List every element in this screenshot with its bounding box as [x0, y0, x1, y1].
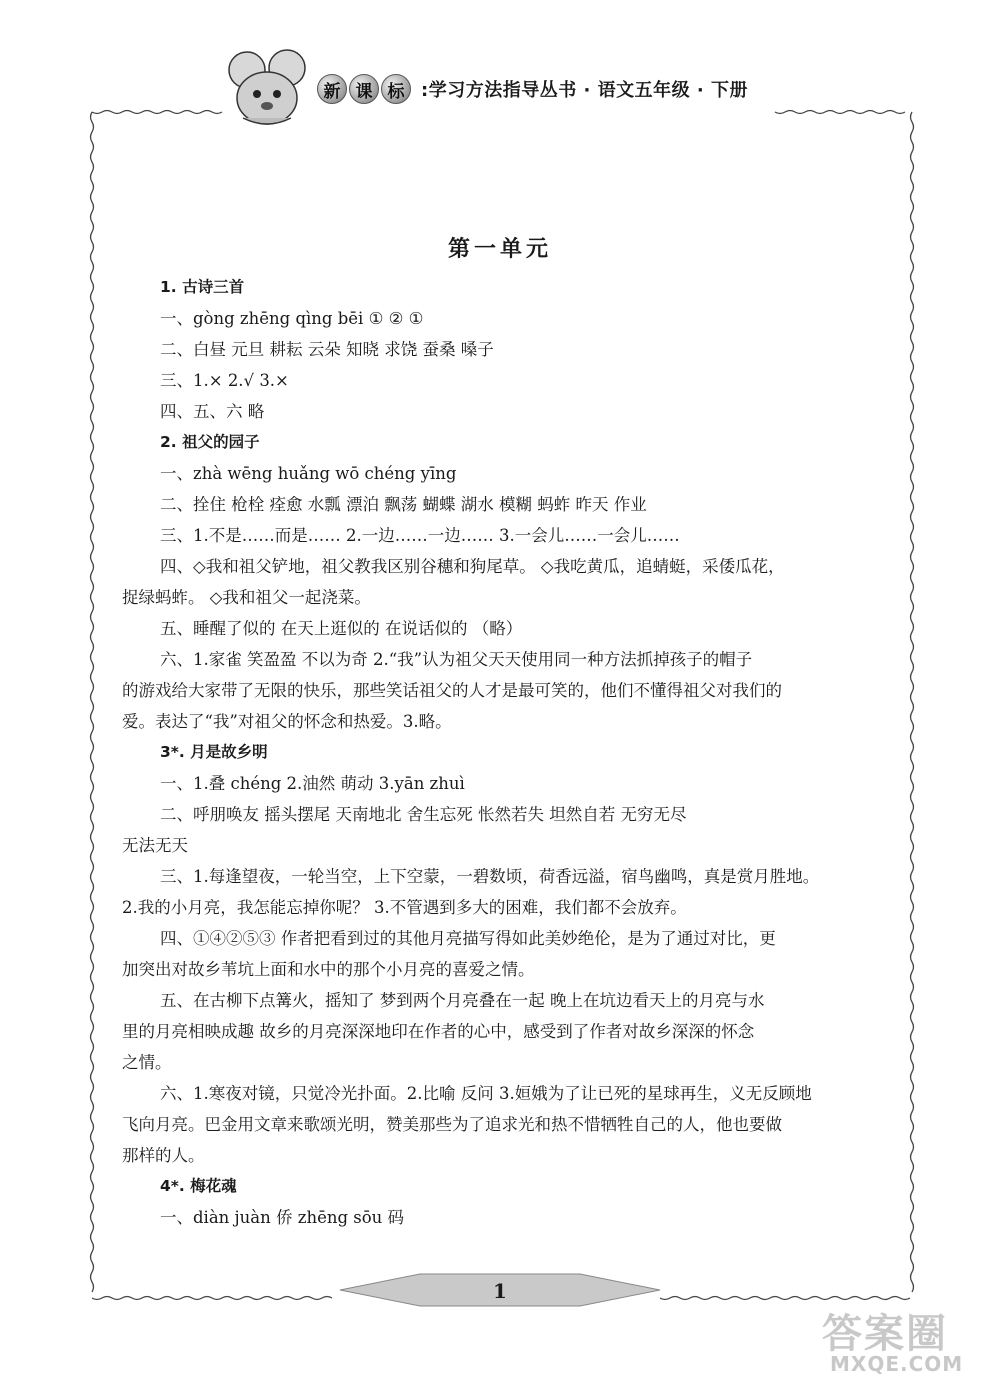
- lesson-title: 3*. 月是故乡明: [160, 743, 268, 761]
- answer-line-continuation: 那样的人。: [122, 1146, 205, 1165]
- answer-line-continuation: 无法无天: [122, 836, 188, 855]
- badge-char: 标: [381, 74, 411, 104]
- series-title: :学习方法指导丛书 · 语文五年级 · 下册: [421, 80, 748, 101]
- answer-line-continuation: 捉绿蚂蚱。 ◇我和祖父一起浇菜。: [122, 588, 371, 607]
- answer-line: 四、◇我和祖父铲地，祖父教我区别谷穗和狗尾草。 ◇我吃黄瓜，追蜻蜓，采倭瓜花，: [160, 557, 785, 576]
- lesson-title: 2. 祖父的园子: [160, 433, 260, 451]
- answer-line: 四、五、六 略: [160, 402, 265, 421]
- answer-line-continuation: 飞向月亮。巴金用文章来歌颂光明，赞美那些为了追求光和热不惜牺牲自己的人，他也要做: [122, 1115, 782, 1134]
- page-number: 1: [493, 1279, 507, 1303]
- answer-line-continuation: 之情。: [122, 1053, 172, 1072]
- answer-line: 一、gòng zhēng qìng bēi ① ② ①: [160, 309, 424, 328]
- answer-line: 二、拴住 枪栓 痊愈 水瓢 漂泊 飘荡 蝴蝶 湖水 模糊 蚂蚱 昨天 作业: [160, 495, 647, 514]
- watermark-logo-text: 答案圈: [822, 1311, 948, 1357]
- answer-line-continuation: 加突出对故乡苇坑上面和水中的那个小月亮的喜爱之情。: [122, 960, 535, 979]
- answer-line: 三、1.每逢望夜，一轮当空，上下空蒙，一碧数顷，荷香远溢，宿鸟幽鸣，真是赏月胜地。: [160, 867, 820, 886]
- answer-line: 一、1.叠 chéng 2.油然 萌动 3.yān zhuì: [160, 774, 465, 793]
- answer-line: 六、1.家雀 笑盈盈 不以为奇 2.“我”认为祖父天天使用同一种方法抓掉孩子的帽子: [160, 650, 753, 669]
- watermark-url: MXQE.COM: [830, 1352, 964, 1376]
- answer-line: 二、白昼 元旦 耕耘 云朵 知晓 求饶 蚕桑 嗓子: [160, 340, 494, 359]
- site-watermark: [822, 1302, 992, 1382]
- badge-char: 新: [317, 74, 347, 104]
- badge-char: 课: [349, 74, 379, 104]
- answer-line: 六、1.寒夜对镜，只觉冷光扑面。2.比喻 反问 3.姮娥为了让已死的星球再生，义无反顾地: [160, 1084, 812, 1103]
- answer-line: 一、zhà wēng huǎng wō chéng yīng: [160, 464, 457, 483]
- answer-line-continuation: 2.我的小月亮，我怎能忘掉你呢？ 3.不管遇到多大的困难，我们都不会放弃。: [122, 898, 687, 917]
- answer-line-continuation: 的游戏给大家带了无限的快乐，那些笑话祖父的人才是最可笑的，他们不懂得祖父对我们的: [122, 681, 782, 700]
- answer-line: 二、呼朋唤友 摇头摆尾 天南地北 舍生忘死 怅然若失 坦然自若 无穷无尽: [160, 805, 687, 824]
- answer-line-continuation: 里的月亮相映成趣 故乡的月亮深深地印在作者的心中，感受到了作者对故乡深深的怀念: [122, 1022, 755, 1041]
- answer-line: 三、1.不是……而是…… 2.一边……一边…… 3.一会儿……一会儿……: [160, 526, 680, 545]
- answer-line: 一、diàn juàn 侨 zhēng sōu 码: [160, 1208, 405, 1227]
- lesson-title: 1. 古诗三首: [160, 278, 245, 296]
- answer-line: 三、1.× 2.√ 3.×: [160, 371, 289, 390]
- answer-line: 四、①④②⑤③ 作者把看到过的其他月亮描写得如此美妙绝伦，是为了通过对比，更: [160, 929, 776, 948]
- unit-title: 第一单元: [447, 236, 552, 262]
- answer-line: 五、睡醒了似的 在天上逛似的 在说话似的 （略）: [160, 619, 523, 638]
- answer-line-continuation: 爱。表达了“我”对祖父的怀念和热爱。3.略。: [122, 712, 452, 731]
- lesson-title: 4*. 梅花魂: [160, 1177, 237, 1195]
- answer-line: 五、在古柳下点篝火，摇知了 梦到两个月亮叠在一起 晚上在坑边看天上的月亮与水: [160, 991, 765, 1010]
